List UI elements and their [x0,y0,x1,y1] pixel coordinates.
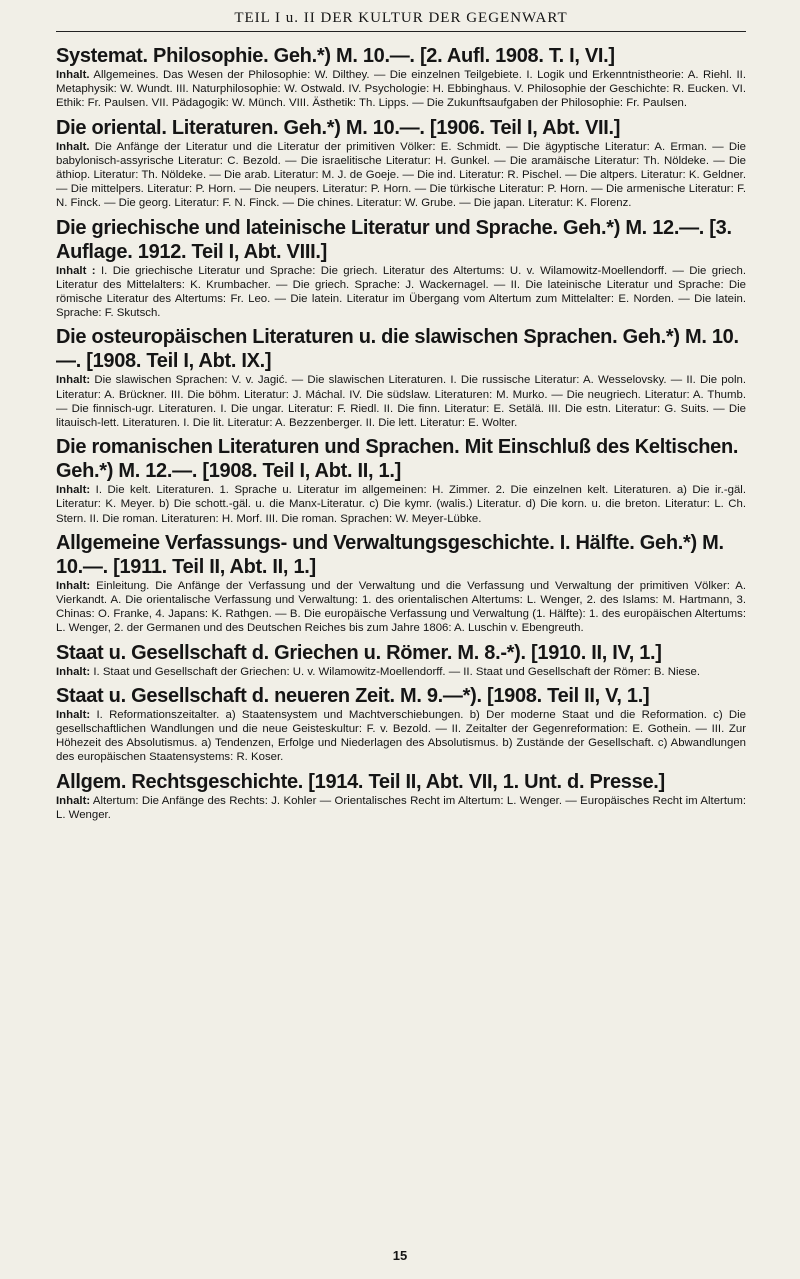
page-number: 15 [392,1248,408,1263]
contents-label: Inhalt: [56,579,91,592]
contents-label: Inhalt. [56,140,90,153]
contents-label: Inhalt: [56,374,91,387]
entry-contents [56,140,746,211]
header-rule [56,31,746,32]
entry-title: Staat u. Gesellschaft d. neueren Zeit. M. 9.—*). [1908. Teil II, V, 1.] [56,684,650,707]
entry-title: Die griechische und lateinische Literatur und Sprache. Geh.*) M. 12.—. [3. Auflage. 1912. Teil I, Abt. VIII.] [56,216,732,263]
contents-text: Altertum: Die Anfänge des Rechts: J. Kohler — Orientalisches Recht im Altertum: L. Wenger. — Europäisches Recht im Altertum: L. Wenger. [56,794,746,821]
contents-text: I. Die griechische Literatur und Sprache: Die griech. Literatur des Altertums: U. v. Wilamowitz-Moellendorff. — Die griech. Literatur des Mittelalters: K. Krumbacher. — Die griech. Sprache: J. Wackernagel. — II. Die lateinische Literatur und Sprache: Die römische Literatur des Altertums: Fr. Leo. — Die latein. Literatur im Übergang vom Altertum zum Mittelalter: E. Norden. — Die latein. Sprache: F. Skutsch. [56,264,746,320]
catalog-entry [56,325,746,430]
catalog-entry [56,770,746,822]
catalog-entry [56,531,746,636]
entry-contents [56,483,746,526]
contents-text: Allgemeines. Das Wesen der Philosophie: W. Dilthey. — Die einzelnen Teilgebiete. I. Logik und Erkenntnistheorie: A. Riehl. II. Metaphysik: W. Wundt. III. Naturphilosophie: W. Ostwald. IV. Psychologie: H. Ebbinghaus. V. Philosophie der Geschichte: R. Eucken. VI. Ethik: Fr. Paulsen. VII. Pädagogik: W. Münch. VIII. Ästhetik: Th. Lipps. — Die Zukunftsaufgaben der Philosophie: Fr. Paulsen. [56,69,746,110]
contents-label: Inhalt. [56,69,90,81]
contents-label: Inhalt: [56,665,91,678]
catalog-entry [56,435,746,526]
catalog-entry [56,641,746,679]
contents-text: I. Die kelt. Literaturen. 1. Sprache u. Literatur im allgemeinen: H. Zimmer. 2. Die einzelnen kelt. Literaturen. a) Die ir.-gäl. Literatur: K. Meyer. b) Die schott.-gäl. u. die Manx-Literatur. c) Die kymr. (walis.) Literatur. d) Die korn. u. die breton. Literatur: L. Ch. Stern. II. Die roman. Literaturen: H. Morf. III. Die roman. Sprachen: W. Meyer-Lübke. [56,484,746,525]
catalog-entries [56,44,746,822]
entry-title: Die osteuropäischen Literaturen u. die slawischen Sprachen. Geh.*) M. 10.—. [1908. Teil I, Abt. IX.] [56,326,739,373]
catalog-entry [56,684,746,765]
entry-contents [56,264,746,321]
entry-title: Die romanischen Literaturen und Sprachen. Mit Einschluß des Keltischen. Geh.*) M. 12.—. [1908. Teil I, Abt. II, 1.] [56,436,739,483]
contents-label: Inhalt: [56,794,91,807]
entry-contents [56,68,746,111]
entry-contents [56,665,746,679]
contents-text: I. Reformationszeitalter. a) Staatensystem und Machtverschiebungen. b) Der moderne Staat und die Reformation. c) Die gesellschaftlichen Wandlungen und die neue Geisteskultur: F. v. Bezold. — II. Zeitalter der Gegenreformation: E. Gothein. — III. Zur Höhezeit des Absolutismus. a) Tendenzen, Erfolge und Niederlagen des Absolutismus. b) Zustände der Gesellschaft. c) Abwandlungen des europäischen Staatensystems: R. Koser. [56,708,747,764]
contents-text: Einleitung. Die Anfänge der Verfassung und der Verwaltung und die Verfassung und Verwaltung der primitiven Völker: A. Vierkandt. A. Die orientalische Verfassung und Verwaltung: 1. des orientalischen Altertums: L. Wenger, 2. des Islams: M. Hartmann, 3. Chinas: O. Franke, 4. Japans: K. Rathgen. — B. Die europäische Verfassung und Verwaltung (1. Hälfte): 1. des europäischen Altertums: L. Wenger, 2. der Germanen und des Deutschen Reiches bis zum Jahre 1806: A. Luschin v. Ebengreuth. [56,579,746,635]
contents-text: I. Staat und Gesellschaft der Griechen: U. v. Wilamowitz-Moellendorff. — II. Staat und Gesellschaft der Römer: B. Niese. [93,665,701,678]
entry-contents [56,794,746,822]
contents-label: Inhalt: [56,708,91,721]
contents-label: Inhalt: [56,484,91,497]
entry-contents [56,579,746,636]
entry-title: Allgem. Rechtsgeschichte. [1914. Teil II, Abt. VII, 1. Unt. d. Presse.] [56,770,665,793]
entry-contents [56,373,746,430]
catalog-entry [56,116,746,211]
entry-title: Systemat. Philosophie. Geh.*) M. 10.—. [2. Aufl. 1908. T. I, VI.] [56,45,615,67]
catalog-entry [56,216,746,321]
entry-title: Die oriental. Literaturen. Geh.*) M. 10.—. [1906. Teil I, Abt. VII.] [56,116,621,139]
entry-title: Staat u. Gesellschaft d. Griechen u. Römer. M. 8.-*). [1910. II, IV, 1.] [56,641,662,664]
running-head: TEIL I u. II DER KULTUR DER GEGENWART [234,10,568,26]
catalog-entry [56,44,746,111]
entry-title: Allgemeine Verfassungs- und Verwaltungsgeschichte. I. Hälfte. Geh.*) M. 10.—. [1911. Teil II, Abt. II, 1.] [56,531,724,578]
contents-label: Inhalt : [56,264,96,277]
contents-text: Die Anfänge der Literatur und die Literatur der primitiven Völker: E. Schmidt. — Die ägyptische Literatur: A. Erman. — Die babylonisch-assyrische Literatur: C. Bezold. — Die israelitische Literatur: H. Gunkel. — Die aramäische Literatur: Th. Nöldeke. — Die äthiop. Literatur: Th. Nöldeke. — Die arab. Literatur: M. J. de Goeje. — Die ind. Literatur: R. Pischel. — Die altpers. Literatur: K. Geldner. — Die mittelpers. Literatur: P. Horn. — Die neupers. Literatur: P. Horn. — Die türkische Literatur: P. Horn. — Die armenische Literatur: F. N. Finck. — Die georg. Literatur: F. N. Finck. — Die chines. Literatur: W. Grube. — Die japan. Literatur: K. Florenz. [56,140,746,210]
contents-text: Die slawischen Sprachen: V. v. Jagić. — Die slawischen Literaturen. I. Die russische Literatur: A. Wesselovsky. — II. Die poln. Literatur: A. Brückner. III. Die böhm. Literatur: J. Máchal. IV. Die südslaw. Literaturen: M. Murko. — Die neugriech. Literatur: A. Thumb. — Die finnisch-ugr. Literaturen. I. Die ungar. Literatur: F. Riedl. II. Die finn. Literatur: E. Setälä. III. Die estn. Literatur: G. Suits. — Die litauisch-lett. Literaturen. I. Die lit. Literatur: A. Bezzenberger. II. Die lett. Literatur: E. Wolter. [56,374,746,430]
entry-contents [56,708,746,765]
